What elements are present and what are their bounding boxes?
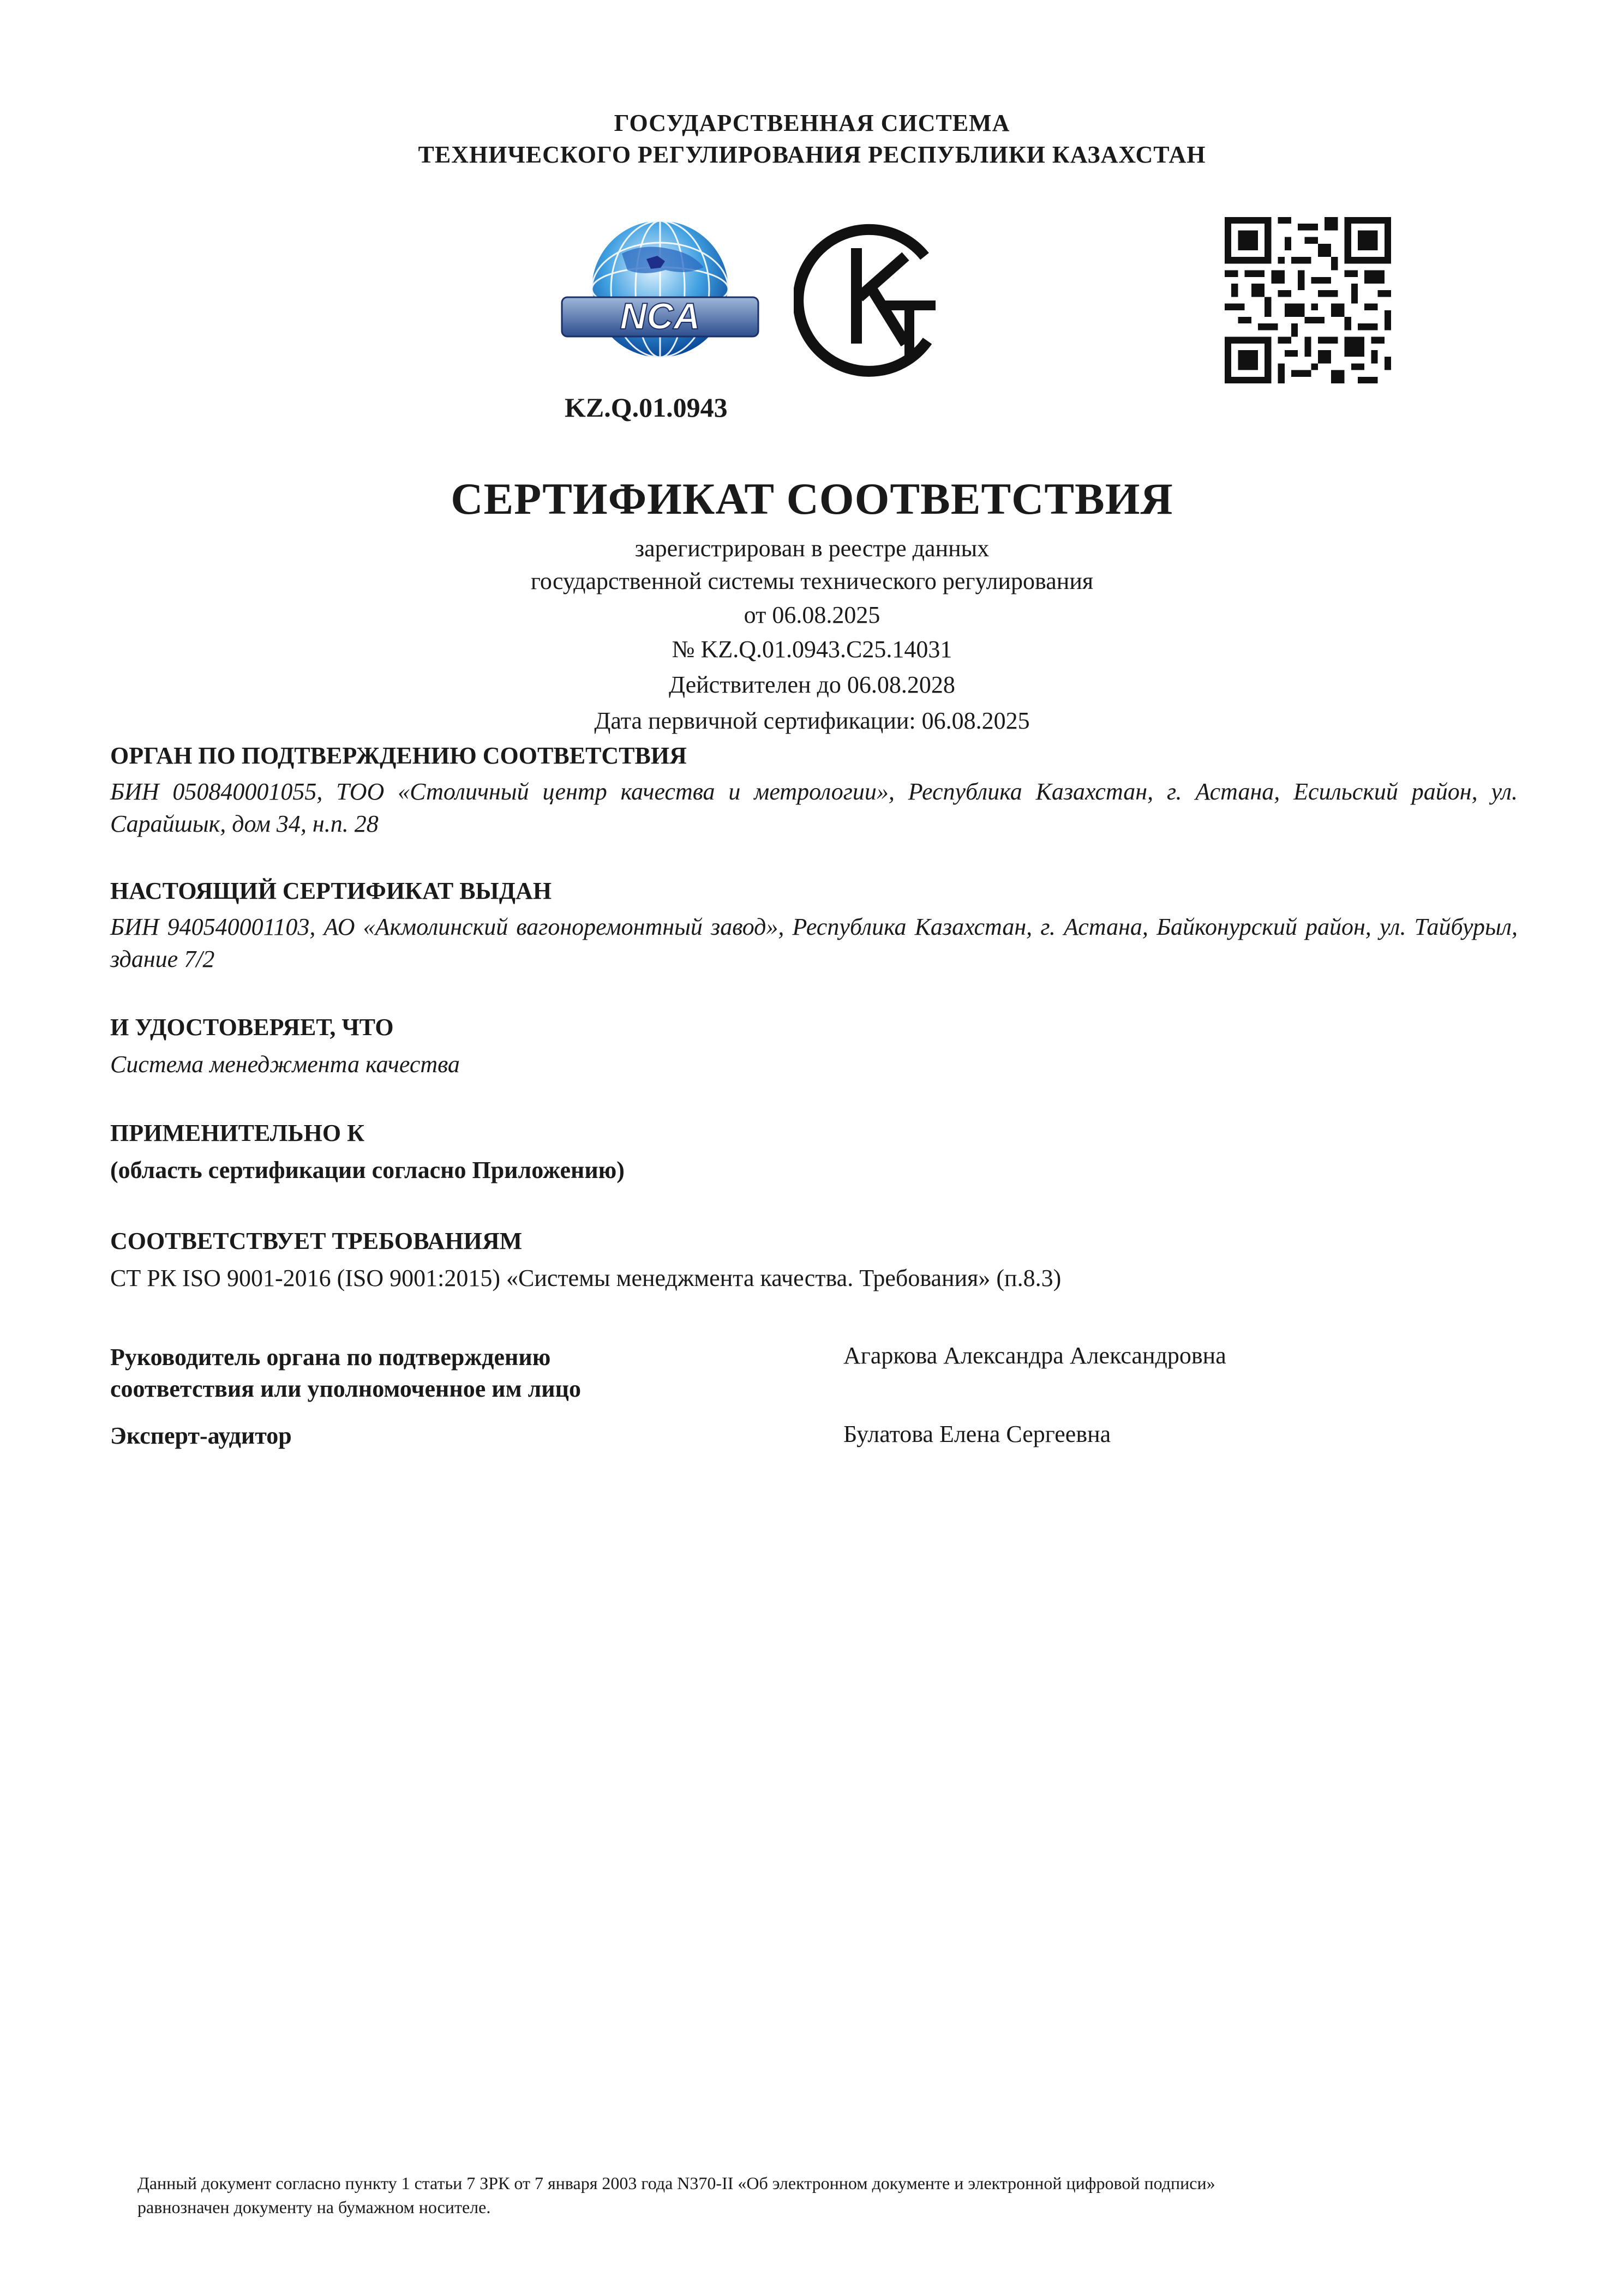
head-role-line-2: соответствия или уполномоченное им лицо: [110, 1375, 581, 1402]
first-certification-date: Дата первичной сертификации: 06.08.2025: [594, 707, 1030, 734]
head-name: Агаркова Александра Александровна: [843, 1342, 1226, 1369]
organ-heading: ОРГАН ПО ПОДТВЕРЖДЕНИЮ СООТВЕТСТВИЯ: [110, 742, 687, 769]
complies-text: СТ РК ISO 9001-2016 (ISO 9001:2015) «Системы менеджмента качества. Требования» (п.8.3): [110, 1265, 1062, 1291]
registration-number: № KZ.Q.01.0943.C25.14031: [672, 636, 952, 663]
applies-text: (область сертификации согласно Приложению): [110, 1157, 625, 1183]
auditor-name: Булатова Елена Сергеевна: [843, 1421, 1111, 1447]
registration-date: от 06.08.2025: [744, 602, 880, 628]
nca-logo-text: NCA: [620, 296, 700, 337]
footer-line-2: равнозначен документу на бумажном носителе.: [137, 2197, 491, 2217]
registration-line-1: зарегистрирован в реестре данных: [634, 535, 990, 562]
issued-text: БИН 940540001103, АО «Акмолинский вагоноремонтный завод», Республика Казахстан, г. Астана, Байконурский район, ул. Тайбурыл, здание 7/2: [110, 913, 1518, 972]
footer-line-1: Данный документ согласно пункту 1 статьи 7 ЗРК от 7 января 2003 года N370-II «Об электронном документе и электронной цифровой подписи»: [137, 2173, 1215, 2193]
complies-heading: СООТВЕТСТВУЕТ ТРЕБОВАНИЯМ: [110, 1228, 523, 1254]
globe-logo-icon: [556, 215, 764, 357]
kt-mark-icon: [794, 218, 952, 382]
organ-text: БИН 050840001055, ТОО «Столичный центр качества и метрологии», Республика Казахстан, г. Астана, Есильский район, ул. Сарайшык, дом 34, н.п. 28: [110, 778, 1518, 837]
qr-code-icon: [1225, 217, 1391, 383]
header-line-2: ТЕХНИЧЕСКОГО РЕГУЛИРОВАНИЯ РЕСПУБЛИКИ КАЗАХСТАН: [418, 141, 1206, 168]
accreditation-code: KZ.Q.01.0943: [565, 392, 728, 423]
header-line-1: ГОСУДАРСТВЕННАЯ СИСТЕМА: [614, 110, 1010, 136]
registration-line-2: государственной системы технического регулирования: [530, 568, 1094, 594]
certificate-title: СЕРТИФИКАТ СООТВЕТСТВИЯ: [451, 474, 1173, 524]
certifies-text: Система менеджмента качества: [110, 1051, 460, 1078]
applies-heading: ПРИМЕНИТЕЛЬНО К: [110, 1120, 364, 1146]
auditor-role: Эксперт-аудитор: [110, 1422, 292, 1449]
head-role-line-1: Руководитель органа по подтверждению: [110, 1344, 551, 1371]
issued-heading: НАСТОЯЩИЙ СЕРТИФИКАТ ВЫДАН: [110, 877, 552, 904]
certifies-heading: И УДОСТОВЕРЯЕТ, ЧТО: [110, 1014, 394, 1041]
valid-until: Действителен до 06.08.2028: [669, 671, 955, 698]
